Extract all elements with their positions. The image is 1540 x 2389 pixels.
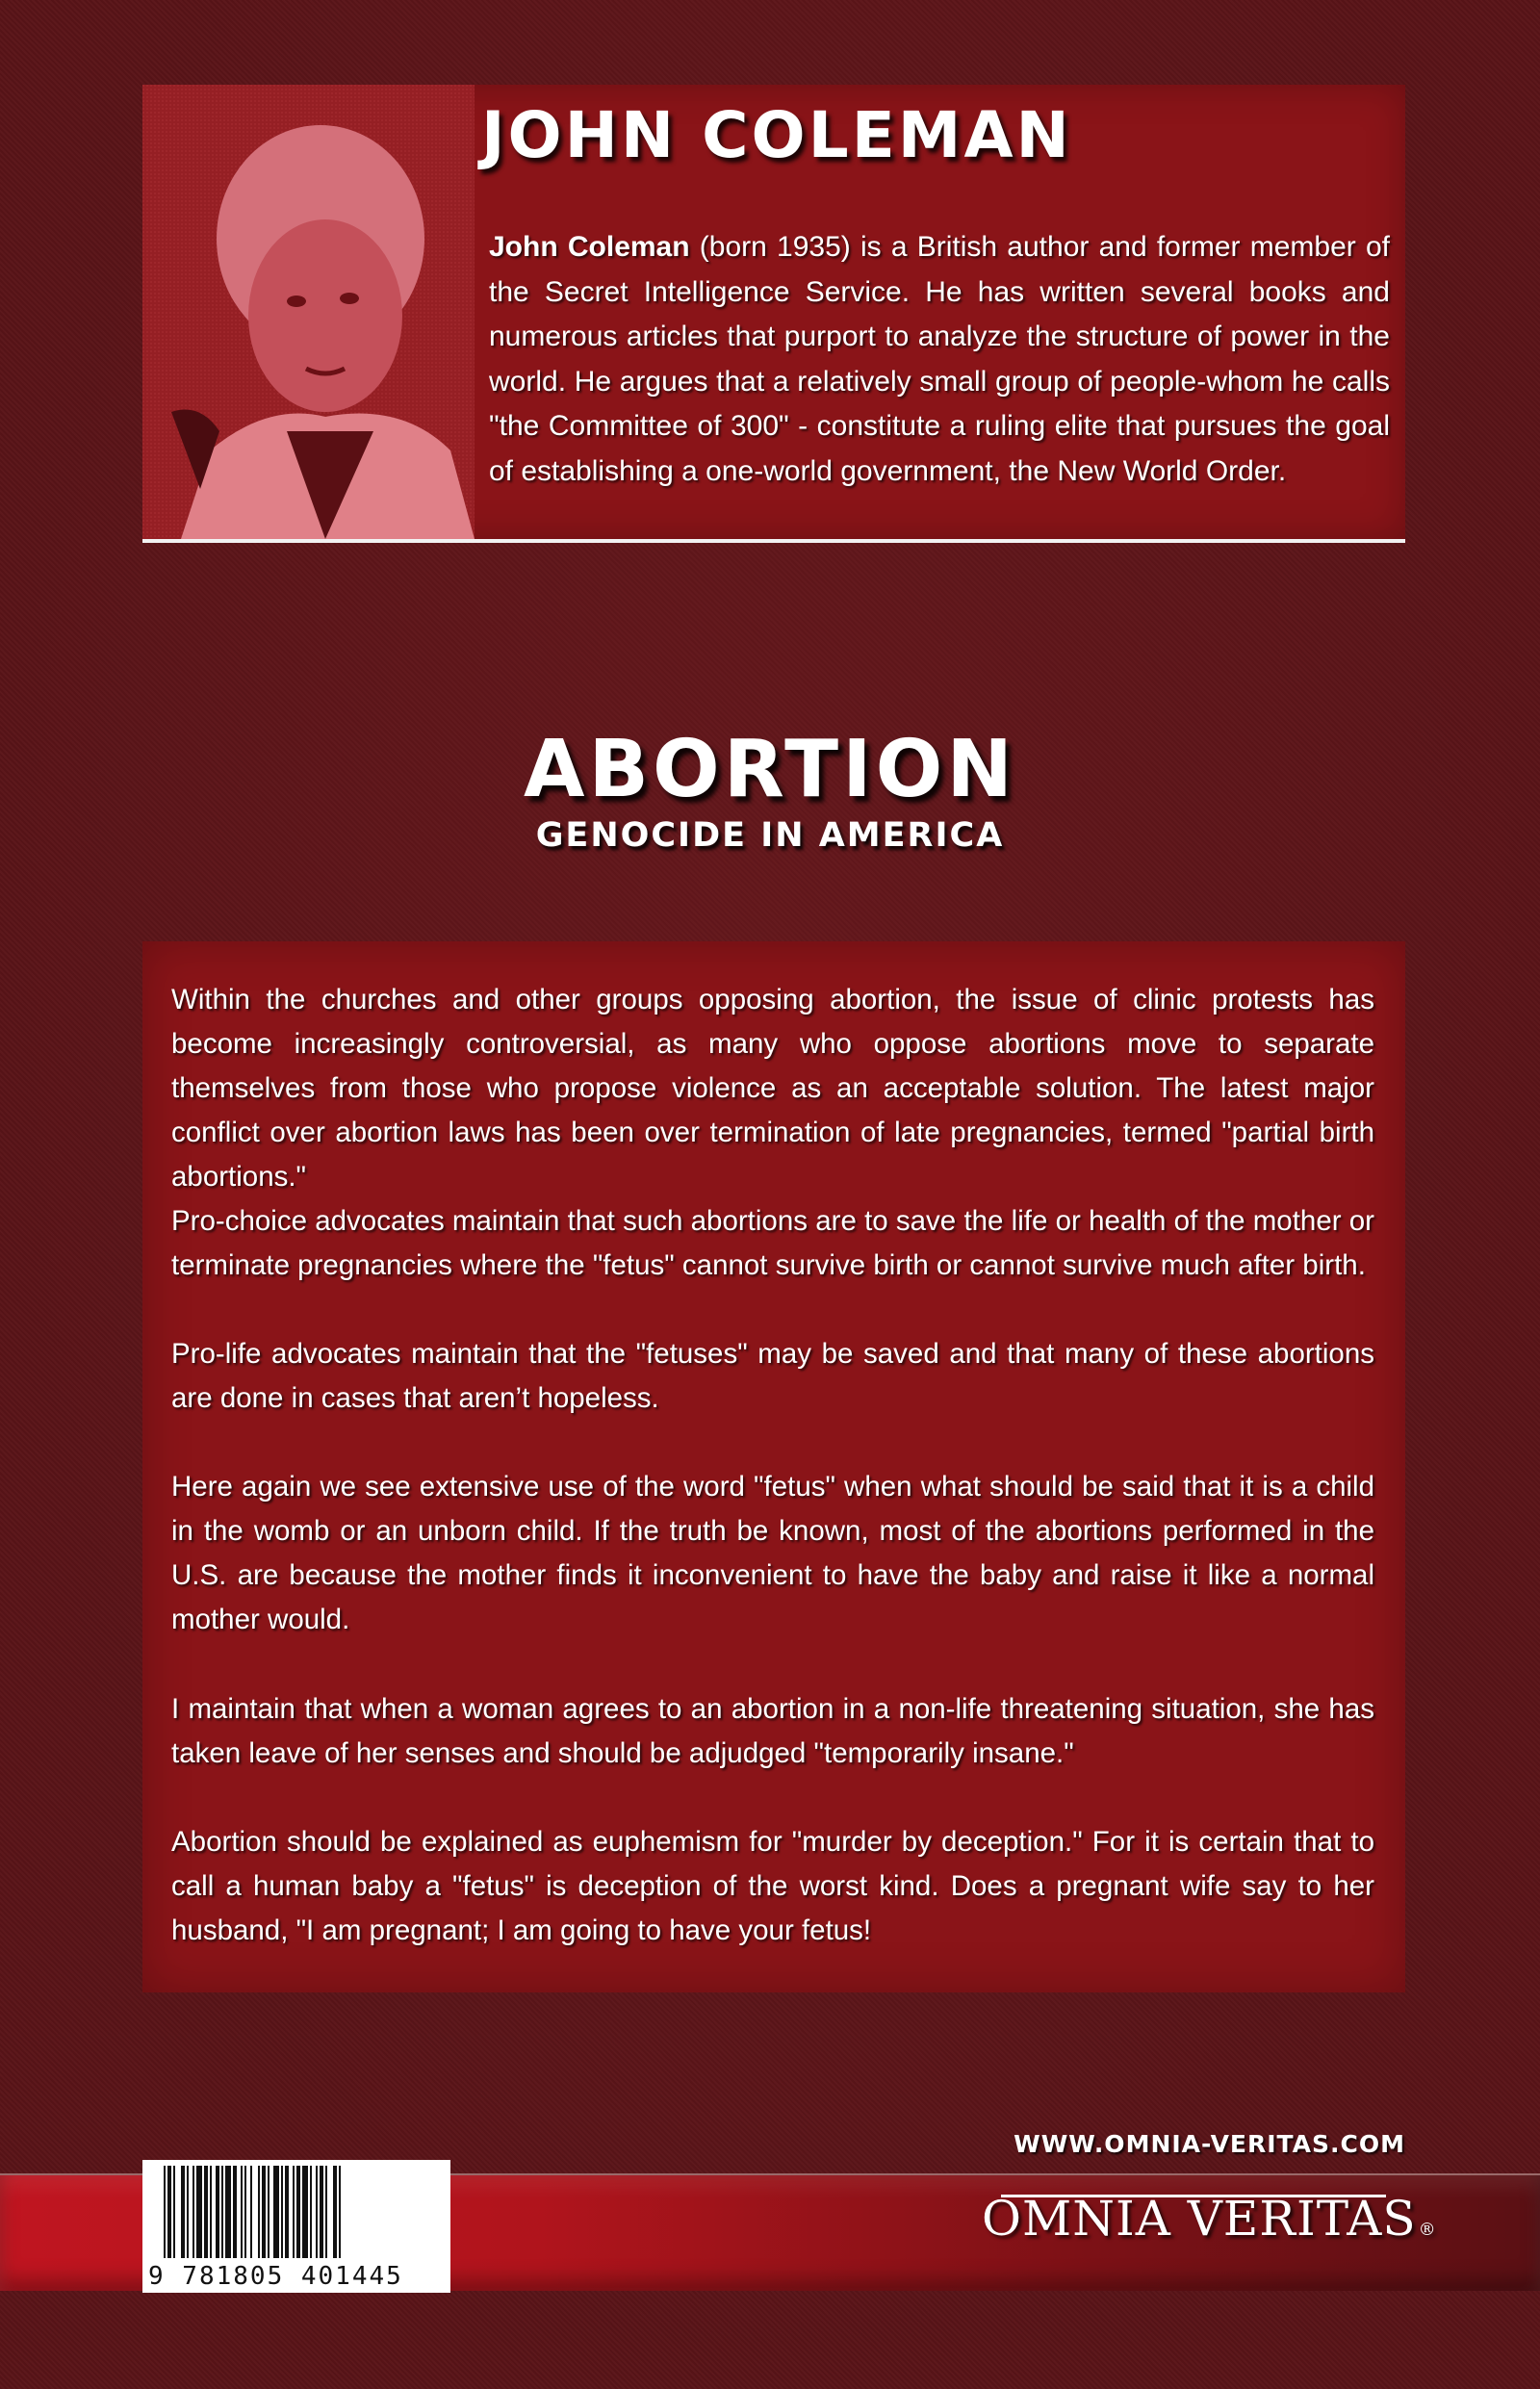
- barcode-bars: [142, 2160, 450, 2260]
- author-bio-text: (born 1935) is a British author and former member of the Secret Intelligence Service. He has written several books and numerous articles that purport to analyze the structure of power in the world. He argues that a relatively small group of people-whom he calls "the Committee of 300" - constitute a ruling elite that pursues the goal of establishing a one-world government, the New World Order.: [489, 231, 1390, 487]
- author-portrait-image: [142, 85, 475, 539]
- isbn-barcode: [142, 2160, 450, 2293]
- book-title: ABORTION: [524, 724, 1016, 815]
- author-bio: [489, 225, 1390, 494]
- blurb-paragraph: I maintain that when a woman agrees to an abortion in a non-life threatening situation, she has taken leave of her senses and should be adjudged "temporarily insane.": [171, 1693, 1374, 1769]
- blurb-paragraph: Pro-choice advocates maintain that such abortions are to save the life or health of the mother or terminate pregnancies where the "fetus" cannot survive birth or cannot survive much after birth.: [171, 1205, 1374, 1281]
- blurb-paragraph: Abortion should be explained as euphemism for "murder by deception." For it is certain that to call a human baby a "fetus" is deception of the worst kind. Does a pregnant wife say to her husband, "I am pregnant; I am going to have your fetus!: [171, 1826, 1374, 1946]
- author-name: JOHN COLEMAN: [481, 98, 1072, 172]
- publisher-logo: [982, 2191, 1437, 2248]
- blurb-panel: [142, 941, 1405, 1992]
- registered-mark: ®: [1418, 2220, 1437, 2240]
- publisher-logo-text: [982, 2191, 1437, 2247]
- author-panel: [142, 85, 1405, 539]
- blurb-paragraph: Within the churches and other groups opposing abortion, the issue of clinic protests has become increasingly controversial, as many who oppose abortions move to separate themselves from those who propose violence as an acceptable solution. The latest major conflict over abortion laws has been over termination of late pregnancies, termed "partial birth abortions.": [171, 984, 1374, 1193]
- blurb-paragraph: Here again we see extensive use of the word "fetus" when what should be said that it is a child in the womb or an unborn child. If the truth be known, most of the abortions performed in the U.S. are because the mother finds it inconvenient to have the baby and raise it like a normal mother would.: [171, 1471, 1374, 1635]
- book-subtitle: GENOCIDE IN AMERICA: [535, 816, 1005, 855]
- barcode-digits: 9 781805 401445: [148, 2262, 403, 2291]
- author-photo: [142, 85, 475, 539]
- publisher-website: WWW.OMNIA-VERITAS.COM: [1014, 2130, 1405, 2158]
- section-divider: [142, 539, 1405, 543]
- author-bio-name: John Coleman: [489, 231, 690, 263]
- blurb-paragraph: Pro-life advocates maintain that the "fetuses" may be saved and that many of these abortions are done in cases that aren’t hopeless.: [171, 1338, 1374, 1414]
- publisher-logo-name: OMNIA VERITAS: [982, 2191, 1417, 2247]
